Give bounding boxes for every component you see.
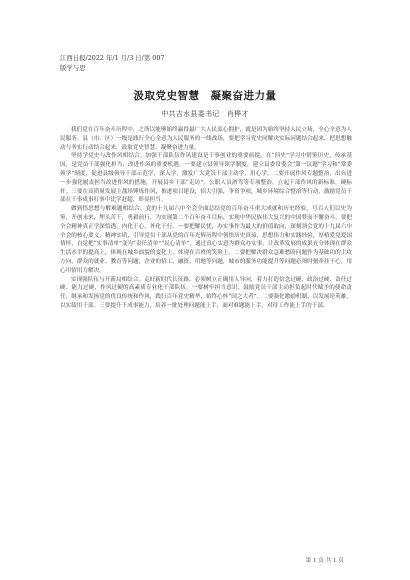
source-line: 江西日报/2022 年/1 月/3 日/第 007 xyxy=(60,54,165,62)
paragraph-1: 我们党在百年奋斗历程中，之所以能够始终赢得最广大人民衷心拥护，就是因为始终坚持人民立场，全心全意为人民服务。县（市、区）一级是践行全心全意为人民服务的一线战场，要把学习党史同解决实际问题结合起来，把思想触动与务实行动结合起来，汲取党史智慧，凝聚奋进力量。 xyxy=(60,127,352,151)
section-line: 版学与思 xyxy=(60,63,86,72)
paragraph-3: 做到悟思想与解难题相结合。党的十九届六中全会全面总结党的百年奋斗重大成就和历史经验，号召人们以史为鉴，开创未来，埋头苦干，勇毅前行，为实现第二个百年奋斗目标，实现中华民族伟大复兴的中国梦而不懈奋斗。要把全会精神真正学深悟透，内化于心，外化于行。一要把解民忧，办实事作为最大的价值取向，深刻领会党的十九届六中全会的核心要义，精神实质，引导党员干部从党的百年光辉历程中领悟历史真谛，思想伟力和实践经验，厚植爱党爱国情怀，自觉把“实事清单”变为“责任清单”“民心清单”，通过真心实意为群众办实事，让改革发展的成果充分体现在群众生活水平的提高上，体现在城乡面貌的变化上，体现在百姓的笑脸上。二要把解决群众急难愁盼问题作为基础功的主攻方向，群众的就业、教育等问题，企业的招工、融资、用地等问题，城市的服务功能提升等问题必须时刻牵挂于心，用心用情用力解决。 xyxy=(60,206,352,274)
page-number: 第 1 页 共 1 页 xyxy=(305,558,344,564)
document-meta xyxy=(60,54,164,73)
article-body xyxy=(60,126,352,311)
article-title: 汲取党史智慧 凝聚奋进力量 xyxy=(133,90,277,102)
paragraph-2: 坚持学党史与改作风相结合。加强干部队伍作风建设是干事创业的重要前提。在“四史”学习中借鉴历史，传承基因，是党员干部强化担当、改进作风的重要机遇。一要建立县领导领学制度，建立县委常委会“第一议题”学习和“常委领学”制度，促进县级领导干部示范学，深入学，激发广大党员干部主动学、用心学。二要开展作风专题整治，出台进一步强化履责担当改进作风的措施，开展县乡干部“走访”，公职人员酒驾等专项整治，立起干部作风的新标准，硬标杆。三要在高质量发展主战场锤炼作风，推进项目建设，招大引强，争资争项，城乡环境综合整治等行动，激励党员干部在干事成事打事中比学赶超，彰显担当。 xyxy=(60,153,352,204)
paragraph-4: 实现强队伍与开新局相结合。走好新时代长征路，必须树立正确用人导向，着力打造信念过硬、政治过硬、责任过硬、能力过硬、作风过硬的高素质专业化干部队伍。一要树牢担当意识，鼓励党员干部主动担负起时代赋予的使命责任，继承和发扬党的优良传统和作风，践行百年党史精华，始终心怀“国之大者”。二要强化激励机制，以发展论英雄，以实绩用干部。三要提升干成事能力，培养一批处理问题能上手，面对难题能上手，对待工作能上手的干部。 xyxy=(60,276,352,309)
article-author: 中共吉水县委书记 肖桦才 xyxy=(161,110,249,118)
